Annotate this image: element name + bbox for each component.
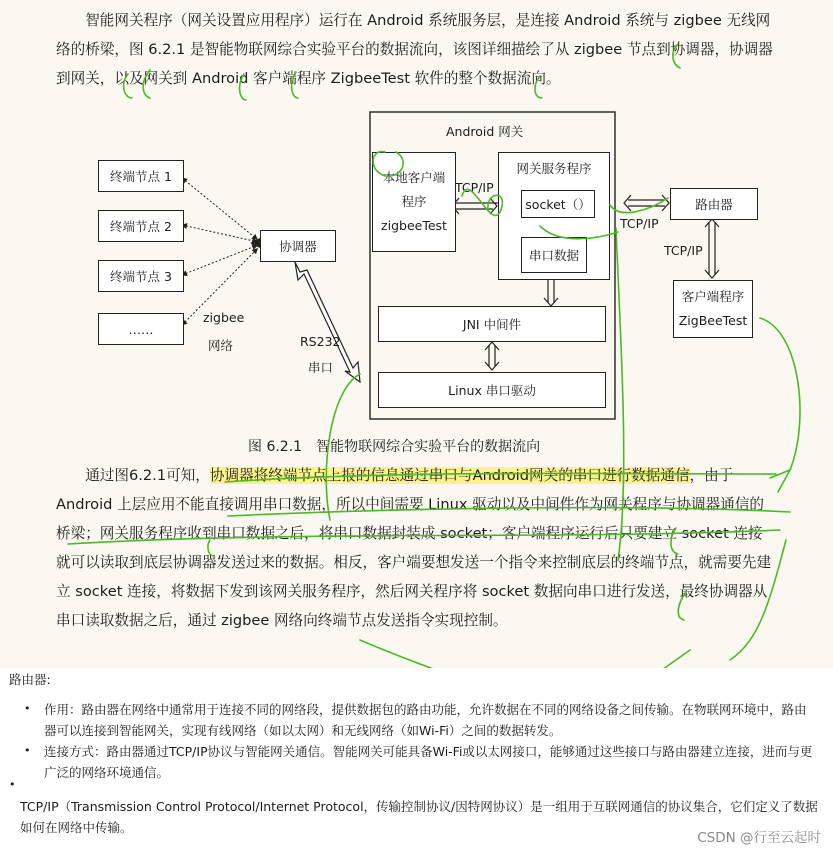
figure-caption: 图 6.2.1 智能物联网综合实验平台的数据流向 bbox=[248, 439, 541, 455]
notes-title: 路由器: bbox=[9, 672, 51, 687]
local-client-line2: 程序 bbox=[401, 194, 427, 209]
terminal-node-more: …… bbox=[98, 313, 184, 345]
serial-port-label: 串口 bbox=[308, 360, 334, 375]
bullet-1: • bbox=[24, 702, 31, 715]
tcpip-label-router: TCP/IP bbox=[664, 243, 703, 258]
router-box: 路由器 bbox=[670, 188, 758, 220]
analysis-pre: 通过图6.2.1可知， bbox=[85, 467, 210, 484]
jni-middleware-box: JNI 中间件 bbox=[378, 306, 606, 342]
local-client-line3: zigbeeTest bbox=[381, 218, 447, 233]
csdn-watermark: CSDN @行至云起时 bbox=[697, 830, 821, 846]
socket-box: socket（） bbox=[521, 190, 595, 218]
terminal-node-1: 终端节点 1 bbox=[98, 160, 184, 192]
gateway-service-label: 网关服务程序 bbox=[516, 161, 592, 176]
note-item-function: 作用：路由器在网络中通常用于连接不同的网络段，提供数据包的路由功能，允许数据在不同的网络设备之间传输。在物联网环境中，路由器可以连接到智能网关，实现有线网络（如以太网）和无线网络（如Wi-Fi）之间的数据转发。 bbox=[44, 702, 807, 738]
local-client-line1: 本地客户端 bbox=[382, 170, 446, 185]
bullet-2: • bbox=[24, 744, 31, 757]
intro-paragraph: 智能网关程序（网关设置应用程序）运行在 Android 系统服务层，是连接 Android 系统与 zigbee 无线网络的桥梁，图 6.2.1 是智能物联网综合实验平台的数据流向，该图详细描绘了从 zigbee 节点到协调器，协调器到网关，以及网关到 Android 客户端程序 ZigbeeTest 软件的整个数据流向。 bbox=[56, 12, 773, 87]
tcpip-label-left: TCP/IP bbox=[455, 180, 494, 195]
linux-driver-box: Linux 串口驱动 bbox=[378, 372, 606, 408]
tcpip-definition: TCP/IP（Transmission Control Protocol/Internet Protocol，传输控制协议/因特网协议）是一组用于互联网通信的协议集合，它们定义了数据如何在网络中传输。 bbox=[20, 799, 818, 835]
tcpip-label-right: TCP/IP bbox=[620, 216, 659, 231]
analysis-post: ，由于 Android 上层应用不能直接调用串口数据，所以中间需要 Linux 驱动以及中间件作为网关程序与协调器通信的桥梁；网关服务程序收到串口数据之后，将串口数据封装成 socket；客户端程序运行后只要建立 socket 连接就可以读取到底层协调器发送过来的数据。相反，客户端要想发送一个指令来控制底层的终端节点，就需要先建立 socket 连接，将数据下发到该网关服务程序，然后网关程序将 socket 数据向串口进行发送，最终协调器从串口读取数据之后，通过 zigbee 网络向终端节点发送指令实现控制。 bbox=[56, 467, 772, 629]
local-client-box bbox=[372, 152, 456, 252]
highlighted-sentence: 协调器将终端节点上报的信息通过串口与Android网关的串口进行数据通信 bbox=[209, 467, 690, 484]
terminal-node-2: 终端节点 2 bbox=[98, 210, 184, 242]
serial-data-box: 串口数据 bbox=[521, 237, 587, 273]
rs232-label: RS232 bbox=[300, 334, 341, 349]
client-line1: 客户端程序 bbox=[681, 289, 745, 304]
zigbee-label: zigbee bbox=[203, 310, 245, 325]
client-program-box bbox=[673, 280, 753, 338]
terminal-node-3: 终端节点 3 bbox=[98, 260, 184, 292]
coordinator-box: 协调器 bbox=[260, 230, 336, 262]
analysis-paragraph bbox=[56, 461, 776, 635]
network-label: 网络 bbox=[208, 338, 234, 353]
note-item-connection: 连接方式：路由器通过TCP/IP协议与智能网关通信。智能网关可能具备Wi-Fi或以太网接口，能够通过这些接口与路由器建立连接，进而与更广泛的网络环境通信。 bbox=[44, 744, 813, 780]
data-flow-diagram bbox=[90, 100, 790, 430]
android-gateway-label: Android 网关 bbox=[446, 124, 524, 139]
bullet-3: • bbox=[9, 778, 16, 791]
client-line2: ZigBeeTest bbox=[678, 313, 748, 328]
